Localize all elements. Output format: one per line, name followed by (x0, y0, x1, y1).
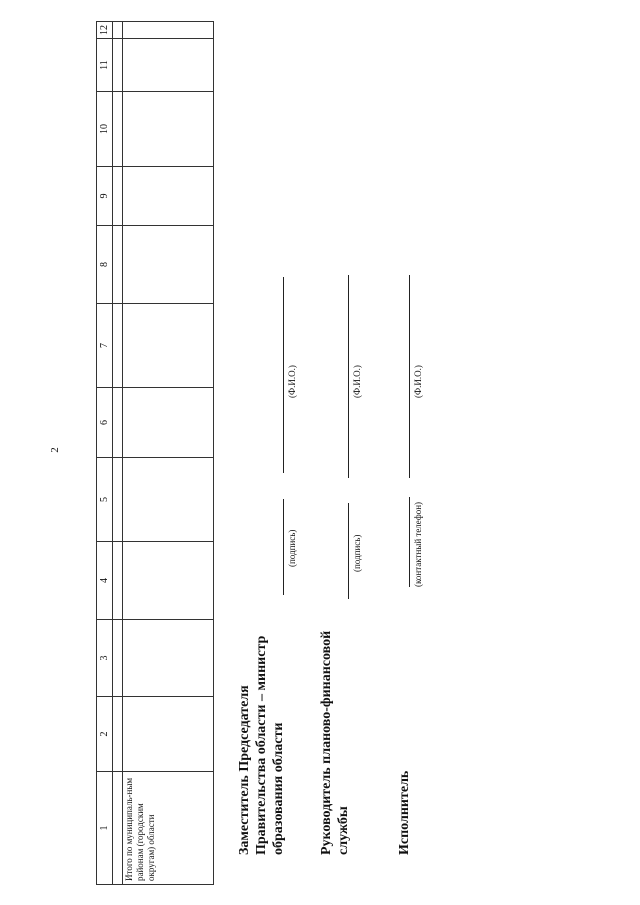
column-number: 8 (97, 226, 112, 304)
signature-caption: (подпись) (287, 529, 297, 567)
table-cell (122, 542, 213, 620)
name-line (409, 275, 410, 478)
table-cell (111, 620, 122, 697)
column-number: 3 (97, 620, 112, 697)
signature-line (348, 503, 349, 599)
table-cell (122, 226, 213, 304)
table-cell (111, 388, 122, 458)
column-number: 6 (97, 388, 112, 458)
column-number: 11 (97, 39, 112, 92)
table-cell (122, 21, 213, 39)
column-number: 1 (97, 772, 112, 885)
table-cell (111, 21, 122, 39)
page-number: 2 (48, 447, 61, 453)
column-number: 12 (97, 21, 112, 39)
name-line (348, 275, 349, 478)
column-number: 4 (97, 542, 112, 620)
signatory-title-finance-head: Руководитель планово-финансовой службы (319, 630, 351, 855)
signatory-title-executor: Исполнитель (397, 770, 412, 855)
totals-label: Итого по муниципаль-ным районам (городским округам) области (122, 772, 213, 885)
table-cell (111, 92, 122, 167)
name-line (283, 277, 284, 473)
table-cell (122, 304, 213, 388)
column-number: 2 (97, 697, 112, 772)
column-number: 10 (97, 92, 112, 167)
table-cell (122, 388, 213, 458)
name-caption: (Ф.И.О.) (352, 365, 362, 398)
table-cell (122, 167, 213, 226)
signature-caption: (подпись) (352, 534, 362, 572)
table-cell (111, 167, 122, 226)
table-cell (122, 92, 213, 167)
column-number: 7 (97, 304, 112, 388)
table-cell (111, 542, 122, 620)
contact-phone-caption: (контактный телефон) (413, 501, 423, 587)
table-cell (122, 458, 213, 542)
table-cell (111, 304, 122, 388)
table-cell (111, 458, 122, 542)
column-number: 5 (97, 458, 112, 542)
name-caption: (Ф.И.О.) (413, 365, 423, 398)
table-cell (111, 772, 122, 885)
table-cell (111, 697, 122, 772)
name-caption: (Ф.И.О.) (287, 365, 297, 398)
totals-row (122, 21, 214, 885)
signature-line (283, 499, 284, 595)
table-cell (111, 226, 122, 304)
table-cell (111, 39, 122, 92)
signatory-title-deputy-chairman: Заместитель Председателя Правительства области – министр образования области (237, 635, 286, 855)
summary-table (96, 21, 214, 885)
signature-line (409, 497, 410, 587)
table-cell (122, 39, 213, 92)
table-cell (122, 620, 213, 697)
table-cell (122, 697, 213, 772)
column-number: 9 (97, 167, 112, 226)
